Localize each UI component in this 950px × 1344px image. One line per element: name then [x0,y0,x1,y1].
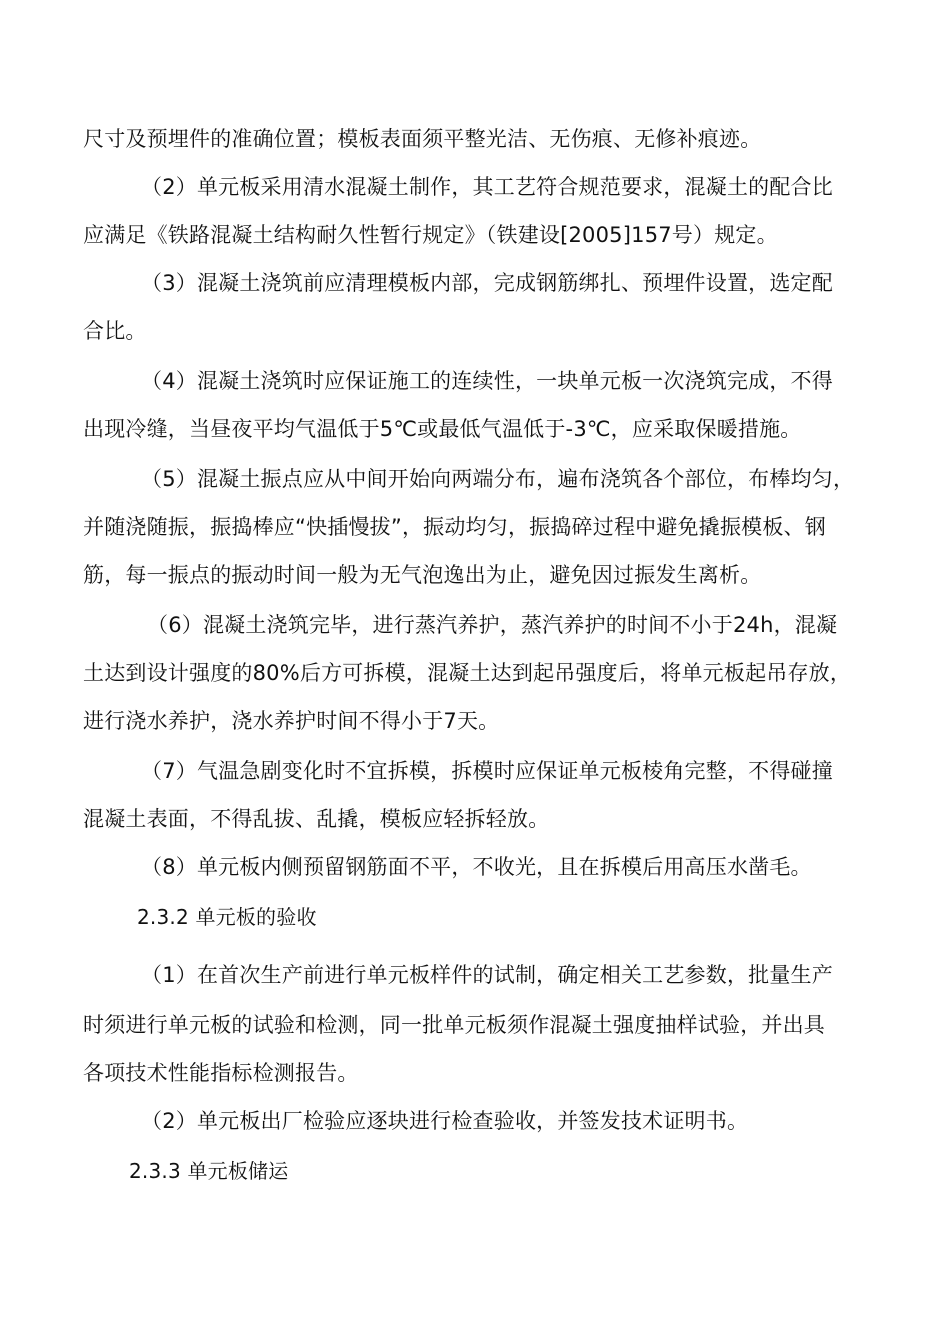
text-line: 合比。 [83,319,147,343]
text-line: 各项技术性能指标检测报告。 [83,1061,359,1085]
text-line: 出现冷缝，当昼夜平均气温低于5℃或最低气温低于-3℃，应采取保暖措施。 [83,417,802,441]
text-line: （8）单元板内侧预留钢筋面不平，不收光，且在拆模后用高压水凿毛。 [141,855,812,879]
section-heading: 2.3.3 单元板储运 [129,1159,289,1183]
text-line: （7）气温急剧变化时不宜拆模，拆模时应保证单元板棱角完整，不得碰撞 [141,759,833,783]
text-line: 混凝土表面，不得乱拔、乱撬，模板应轻拆轻放。 [83,807,550,831]
text-line: 时须进行单元板的试验和检测，同一批单元板须作混凝土强度抽样试验，并出具 [83,1013,825,1037]
text-line: 尺寸及预埋件的准确位置；模板表面须平整光洁、无伤痕、无修补痕迹。 [83,127,762,151]
text-line: （4）混凝土浇筑时应保证施工的连续性，一块单元板一次浇筑完成，不得 [141,369,833,393]
text-line: （2）单元板出厂检验应逐块进行检查验收，并签发技术证明书。 [141,1109,749,1133]
text-line: 筋，每一振点的振动时间一般为无气泡逸出为止，避免因过振发生离析。 [83,563,762,587]
text-line: （3）混凝土浇筑前应清理模板内部，完成钢筋绑扎、预埋件设置，选定配 [141,271,833,295]
text-line: 进行浇水养护，浇水养护时间不得小于7天。 [83,709,500,733]
section-heading: 2.3.2 单元板的验收 [137,905,317,929]
text-line: （1）在首次生产前进行单元板样件的试制，确定相关工艺参数，批量生产 [141,963,833,987]
text-line: （5）混凝土振点应从中间开始向两端分布，遍布浇筑各个部位，布棒均匀， [141,467,855,491]
text-line: 应满足《铁路混凝土结构耐久性暂行规定》（铁建设[2005]157号）规定。 [83,223,778,247]
text-line: 并随浇随振，振捣棒应“快插慢拔”，振动均匀，振捣碎过程中避免撬振模板、钢 [83,515,826,539]
text-line: （6）混凝土浇筑完毕，进行蒸汽养护，蒸汽养护的时间不小于24h，混凝 [147,613,838,637]
text-line: （2）单元板采用清水混凝土制作，其工艺符合规范要求，混凝土的配合比 [141,175,833,199]
text-line: 土达到设计强度的80%后方可拆模，混凝土达到起吊强度后，将单元板起吊存放， [83,661,852,685]
